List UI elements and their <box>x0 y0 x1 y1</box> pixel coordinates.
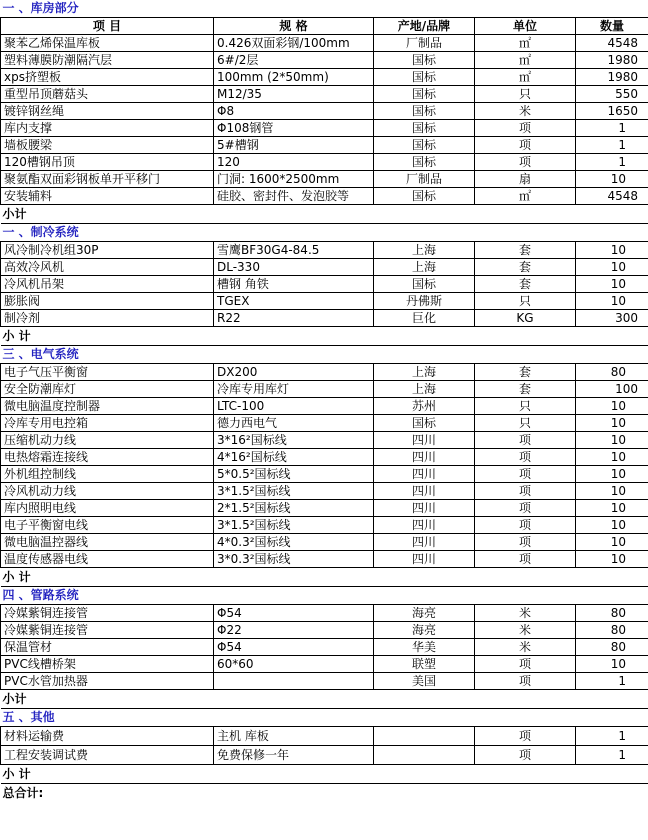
table-row <box>1 398 648 415</box>
table-row <box>1 622 648 639</box>
section-title-row <box>1 0 648 18</box>
section-title: 一 、制冷系统 <box>1 224 648 242</box>
section-title-row <box>1 224 648 242</box>
item-unit: 套 <box>475 276 576 293</box>
item-unit: 项 <box>475 746 576 765</box>
item-qty: 300 <box>576 310 648 327</box>
item-name: 安全防潮库灯 <box>1 381 214 398</box>
item-name: 电热熔霜连接线 <box>1 449 214 466</box>
item-unit: ㎡ <box>475 35 576 52</box>
table-row <box>1 310 648 327</box>
table-row <box>1 120 648 137</box>
item-spec: 6#/2层 <box>214 52 374 69</box>
item-spec: 120 <box>214 154 374 171</box>
item-name: 墙板腰梁 <box>1 137 214 154</box>
item-name: 聚氨酯双面彩钢板单开平移门 <box>1 171 214 188</box>
item-qty: 4548 <box>576 188 648 205</box>
item-spec: 槽钢 角铁 <box>214 276 374 293</box>
item-name: 电子平衡窗电线 <box>1 517 214 534</box>
item-spec: 0.426双面彩钢/100mm <box>214 35 374 52</box>
item-unit: 只 <box>475 415 576 432</box>
item-name: 冷风机动力线 <box>1 483 214 500</box>
item-spec: 3*0.3²国标线 <box>214 551 374 568</box>
item-origin: 美国 <box>374 673 475 690</box>
item-qty: 1 <box>576 673 648 690</box>
item-name: 冷库专用电控箱 <box>1 415 214 432</box>
item-unit: ㎡ <box>475 188 576 205</box>
item-origin: 国标 <box>374 86 475 103</box>
section-title-row <box>1 587 648 605</box>
item-spec: Φ108钢管 <box>214 120 374 137</box>
item-origin: 丹佛斯 <box>374 293 475 310</box>
item-qty: 10 <box>576 432 648 449</box>
item-qty: 10 <box>576 551 648 568</box>
item-origin: 国标 <box>374 415 475 432</box>
item-name: 材料运输费 <box>1 727 214 746</box>
item-spec: 60*60 <box>214 656 374 673</box>
subtotal-row <box>1 327 648 346</box>
item-qty: 550 <box>576 86 648 103</box>
item-name: 制冷剂 <box>1 310 214 327</box>
item-unit: 项 <box>475 500 576 517</box>
table-row <box>1 605 648 622</box>
item-origin: 四川 <box>374 500 475 517</box>
item-origin: 四川 <box>374 466 475 483</box>
section-title-row <box>1 346 648 364</box>
table-row <box>1 415 648 432</box>
item-spec: Φ54 <box>214 605 374 622</box>
item-spec: 门洞: 1600*2500mm <box>214 171 374 188</box>
item-origin: 国标 <box>374 137 475 154</box>
table-row <box>1 381 648 398</box>
item-qty: 10 <box>576 276 648 293</box>
table-row <box>1 86 648 103</box>
table-row <box>1 483 648 500</box>
subtotal-row <box>1 205 648 224</box>
item-spec: 4*0.3²国标线 <box>214 534 374 551</box>
section-title: 一 、库房部分 <box>1 0 648 18</box>
item-origin: 联塑 <box>374 656 475 673</box>
item-unit: 项 <box>475 154 576 171</box>
item-name: 电子气压平衡窗 <box>1 364 214 381</box>
column-header-name: 项 目 <box>1 18 214 35</box>
item-origin: 四川 <box>374 534 475 551</box>
item-name: 工程安装调试费 <box>1 746 214 765</box>
item-spec: 雪鹰BF30G4-84.5 <box>214 242 374 259</box>
table-row <box>1 154 648 171</box>
item-spec: 5*0.5²国标线 <box>214 466 374 483</box>
table-row <box>1 259 648 276</box>
table-row <box>1 364 648 381</box>
item-origin: 国标 <box>374 276 475 293</box>
item-name: 塑料薄膜防潮隔汽层 <box>1 52 214 69</box>
item-qty: 80 <box>576 639 648 656</box>
item-qty: 10 <box>576 517 648 534</box>
item-unit: 套 <box>475 364 576 381</box>
item-origin: 四川 <box>374 551 475 568</box>
table-row <box>1 551 648 568</box>
item-spec: DL-330 <box>214 259 374 276</box>
subtotal-label: 小 计 <box>1 765 648 784</box>
item-name: 风冷制冷机组30P <box>1 242 214 259</box>
item-spec: M12/35 <box>214 86 374 103</box>
table-row <box>1 52 648 69</box>
item-qty: 10 <box>576 242 648 259</box>
item-name: 库内支撑 <box>1 120 214 137</box>
item-name: 安装辅料 <box>1 188 214 205</box>
item-spec: TGEX <box>214 293 374 310</box>
item-spec: 3*16²国标线 <box>214 432 374 449</box>
item-unit: 项 <box>475 727 576 746</box>
item-name: 外机组控制线 <box>1 466 214 483</box>
item-unit: 项 <box>475 534 576 551</box>
item-spec: DX200 <box>214 364 374 381</box>
item-unit: KG <box>475 310 576 327</box>
item-origin: 苏州 <box>374 398 475 415</box>
section-title: 四 、管路系统 <box>1 587 648 605</box>
table-row <box>1 534 648 551</box>
item-origin: 厂制品 <box>374 171 475 188</box>
item-origin: 国标 <box>374 154 475 171</box>
item-unit: 只 <box>475 398 576 415</box>
table-row <box>1 639 648 656</box>
item-qty: 10 <box>576 398 648 415</box>
item-unit: 只 <box>475 86 576 103</box>
section-title-row <box>1 709 648 727</box>
item-origin: 厂制品 <box>374 35 475 52</box>
grand-total-label: 总合计: <box>2 786 44 800</box>
item-unit: 项 <box>475 656 576 673</box>
item-qty: 1 <box>576 746 648 765</box>
item-spec: 免费保修一年 <box>214 746 374 765</box>
item-qty: 80 <box>576 622 648 639</box>
subtotal-row <box>1 568 648 587</box>
item-origin: 国标 <box>374 52 475 69</box>
item-name: 镀锌钢丝绳 <box>1 103 214 120</box>
item-qty: 10 <box>576 449 648 466</box>
item-spec: Φ22 <box>214 622 374 639</box>
item-name: 重型吊顶蘑菇头 <box>1 86 214 103</box>
item-name: 冷媒紫铜连接管 <box>1 622 214 639</box>
table-row <box>1 188 648 205</box>
item-spec: Φ8 <box>214 103 374 120</box>
item-qty: 1 <box>576 154 648 171</box>
item-unit: 米 <box>475 639 576 656</box>
item-name: 膨胀阀 <box>1 293 214 310</box>
table-row <box>1 656 648 673</box>
item-qty: 10 <box>576 483 648 500</box>
item-name: 冷风机吊架 <box>1 276 214 293</box>
item-origin: 上海 <box>374 242 475 259</box>
item-name: PVC线槽桥架 <box>1 656 214 673</box>
item-name: PVC水管加热器 <box>1 673 214 690</box>
item-unit: 项 <box>475 449 576 466</box>
item-spec: 5#槽钢 <box>214 137 374 154</box>
table-row <box>1 466 648 483</box>
column-header-unit: 单位 <box>475 18 576 35</box>
table-row <box>1 103 648 120</box>
item-spec: R22 <box>214 310 374 327</box>
table-row <box>1 500 648 517</box>
item-spec: 2*1.5²国标线 <box>214 500 374 517</box>
item-origin: 四川 <box>374 432 475 449</box>
item-unit: 米 <box>475 605 576 622</box>
column-header-origin: 产地/品牌 <box>374 18 475 35</box>
item-unit: ㎡ <box>475 52 576 69</box>
table-row <box>1 137 648 154</box>
item-name: 微电脑温度控制器 <box>1 398 214 415</box>
item-unit: 扇 <box>475 171 576 188</box>
item-spec: LTC-100 <box>214 398 374 415</box>
item-name: 库内照明电线 <box>1 500 214 517</box>
item-spec: 冷库专用库灯 <box>214 381 374 398</box>
table-row <box>1 242 648 259</box>
item-origin: 巨化 <box>374 310 475 327</box>
item-origin: 国标 <box>374 120 475 137</box>
subtotal-label: 小 计 <box>1 327 648 346</box>
table-row <box>1 432 648 449</box>
subtotal-row <box>1 690 648 709</box>
table-row <box>1 517 648 534</box>
item-name: 保温管材 <box>1 639 214 656</box>
item-unit: 项 <box>475 432 576 449</box>
item-unit: 项 <box>475 466 576 483</box>
item-qty: 1980 <box>576 52 648 69</box>
item-name: 冷媒紫铜连接管 <box>1 605 214 622</box>
item-origin: 国标 <box>374 103 475 120</box>
subtotal-label: 小 计 <box>1 568 648 587</box>
table-row <box>1 727 648 746</box>
item-qty: 10 <box>576 171 648 188</box>
item-qty: 10 <box>576 415 648 432</box>
item-origin: 四川 <box>374 449 475 466</box>
item-name: 聚苯乙烯保温库板 <box>1 35 214 52</box>
item-origin: 上海 <box>374 259 475 276</box>
item-origin: 上海 <box>374 381 475 398</box>
table-row <box>1 746 648 765</box>
item-origin: 华美 <box>374 639 475 656</box>
item-unit: 项 <box>475 551 576 568</box>
item-qty: 10 <box>576 259 648 276</box>
grand-total-row <box>1 784 648 803</box>
item-origin: 上海 <box>374 364 475 381</box>
subtotal-row <box>1 765 648 784</box>
table-row <box>1 35 648 52</box>
item-unit: 套 <box>475 259 576 276</box>
item-name: 温度传感器电线 <box>1 551 214 568</box>
subtotal-label: 小计 <box>1 690 648 709</box>
table-row <box>1 171 648 188</box>
column-header-qty: 数量 <box>576 18 648 35</box>
item-qty: 10 <box>576 293 648 310</box>
item-spec: 主机 库板 <box>214 727 374 746</box>
subtotal-label: 小计 <box>1 205 648 224</box>
table-row <box>1 673 648 690</box>
item-spec <box>214 673 374 690</box>
table-row <box>1 69 648 86</box>
item-origin: 海亮 <box>374 605 475 622</box>
item-spec: 100mm (2*50mm) <box>214 69 374 86</box>
item-qty: 80 <box>576 364 648 381</box>
item-name: 微电脑温控器线 <box>1 534 214 551</box>
item-unit: 项 <box>475 137 576 154</box>
item-name: 高效冷风机 <box>1 259 214 276</box>
item-unit: 套 <box>475 381 576 398</box>
item-origin: 海亮 <box>374 622 475 639</box>
item-name: xps挤塑板 <box>1 69 214 86</box>
table-row <box>1 276 648 293</box>
item-qty: 4548 <box>576 35 648 52</box>
item-origin: 四川 <box>374 483 475 500</box>
item-unit: 只 <box>475 293 576 310</box>
item-qty: 1650 <box>576 103 648 120</box>
item-spec: 德力西电气 <box>214 415 374 432</box>
item-unit: 米 <box>475 622 576 639</box>
item-name: 120槽钢吊顶 <box>1 154 214 171</box>
item-unit: 项 <box>475 517 576 534</box>
item-unit: 套 <box>475 242 576 259</box>
table-row <box>1 449 648 466</box>
item-spec: 3*1.5²国标线 <box>214 517 374 534</box>
item-spec: 硅胶、密封件、发泡胶等 <box>214 188 374 205</box>
item-qty: 1980 <box>576 69 648 86</box>
item-qty: 1 <box>576 727 648 746</box>
item-unit: 项 <box>475 673 576 690</box>
section-title: 五 、其他 <box>1 709 648 727</box>
item-qty: 100 <box>576 381 648 398</box>
section-title: 三 、电气系统 <box>1 346 648 364</box>
item-spec: 4*16²国标线 <box>214 449 374 466</box>
item-origin <box>374 727 475 746</box>
item-unit: 米 <box>475 103 576 120</box>
item-qty: 10 <box>576 466 648 483</box>
item-qty: 80 <box>576 605 648 622</box>
item-qty: 10 <box>576 656 648 673</box>
item-spec: Φ54 <box>214 639 374 656</box>
item-unit: 项 <box>475 120 576 137</box>
item-unit: 项 <box>475 483 576 500</box>
item-origin: 国标 <box>374 69 475 86</box>
item-origin <box>374 746 475 765</box>
item-qty: 1 <box>576 120 648 137</box>
item-qty: 10 <box>576 500 648 517</box>
item-origin: 国标 <box>374 188 475 205</box>
item-origin: 四川 <box>374 517 475 534</box>
item-unit: ㎡ <box>475 69 576 86</box>
column-header-spec: 规 格 <box>214 18 374 35</box>
item-name: 压缩机动力线 <box>1 432 214 449</box>
header-row <box>1 18 648 35</box>
item-qty: 10 <box>576 534 648 551</box>
table-row <box>1 293 648 310</box>
item-spec: 3*1.5²国标线 <box>214 483 374 500</box>
item-qty: 1 <box>576 137 648 154</box>
